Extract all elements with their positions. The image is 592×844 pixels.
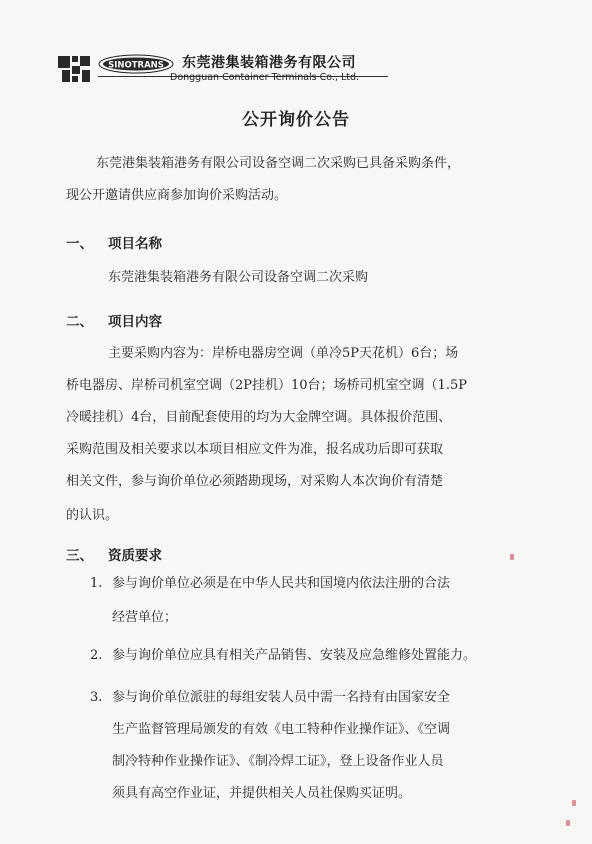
- list-item-line: 参与询价单位派驻的每组安装人员中需一名持有由国家安全: [112, 690, 451, 705]
- section-3-heading: [66, 544, 162, 564]
- section-2-title: 项目内容: [108, 314, 162, 330]
- document-title: 公开询价公告: [242, 110, 350, 130]
- sinotrans-logo-icon: [56, 54, 92, 84]
- section-1-heading: [66, 232, 162, 252]
- sinotrans-badge: [98, 54, 174, 74]
- list-item-line: 制冷特种作业操作证》、《制冷焊工证》，登上设备作业人员: [112, 754, 444, 769]
- section-2-line: 的认识。: [66, 508, 119, 523]
- section-1-title: 项目名称: [108, 236, 162, 252]
- list-item-line: 参与询价单位应具有相关产品销售、安装及应急维修处置能力。: [112, 648, 477, 663]
- company-name-cn: 东莞港集装箱港务有限公司: [182, 55, 356, 71]
- section-2-number: 二、: [66, 314, 93, 330]
- brand-badge-text: SINOTRANS: [108, 60, 164, 71]
- section-2-line: 冷暖挂机）4台，目前配套使用的均为大金牌空调。具体报价范围、: [66, 410, 452, 425]
- section-3-title: 资质要求: [108, 548, 162, 564]
- section-2-heading: [66, 310, 162, 330]
- list-item-line: 生产监督管理局颁发的有效《电工特种作业操作证》、《空调: [112, 722, 451, 737]
- stamp-trace: [510, 554, 514, 560]
- list-item-number: 2.: [90, 648, 103, 663]
- section-1-number: 一、: [66, 236, 93, 252]
- stamp-trace: [566, 820, 570, 826]
- company-name-en: Dongguan Container Terminals Co., Ltd.: [170, 72, 360, 83]
- intro-line-1: 东莞港集装箱港务有限公司设备空调二次采购已具备采购条件，: [96, 156, 461, 171]
- intro-line-2: 现公开邀请供应商参加询价采购活动。: [66, 188, 288, 203]
- section-2-line: 采购范围及相关要求以本项目相应文件为准，报名成功后即可获取: [66, 442, 444, 457]
- section-2-line: 相关文件，参与询价单位必须踏勘现场，对采购人本次询价有清楚: [66, 474, 444, 489]
- section-1-body: 东莞港集装箱港务有限公司设备空调二次采购: [108, 270, 369, 285]
- list-item-number: 3.: [90, 690, 103, 705]
- list-item-line: 经营单位；: [112, 610, 178, 625]
- list-item-line: 参与询价单位必须是在中华人民共和国境内依法注册的合法: [112, 576, 451, 591]
- section-2-line: 主要采购内容为：岸桥电器房空调（单冷5P天花机）6台；场: [108, 346, 459, 361]
- section-2-line: 桥电器房、岸桥司机室空调（2P挂机）10台；场桥司机室空调（1.5P: [66, 378, 467, 393]
- list-item-number: 1.: [90, 576, 103, 591]
- section-3-number: 三、: [66, 548, 93, 564]
- stamp-trace: [572, 800, 576, 806]
- list-item-line: 须具有高空作业证，并提供相关人员社保购买证明。: [112, 786, 412, 801]
- letterhead: [56, 50, 386, 90]
